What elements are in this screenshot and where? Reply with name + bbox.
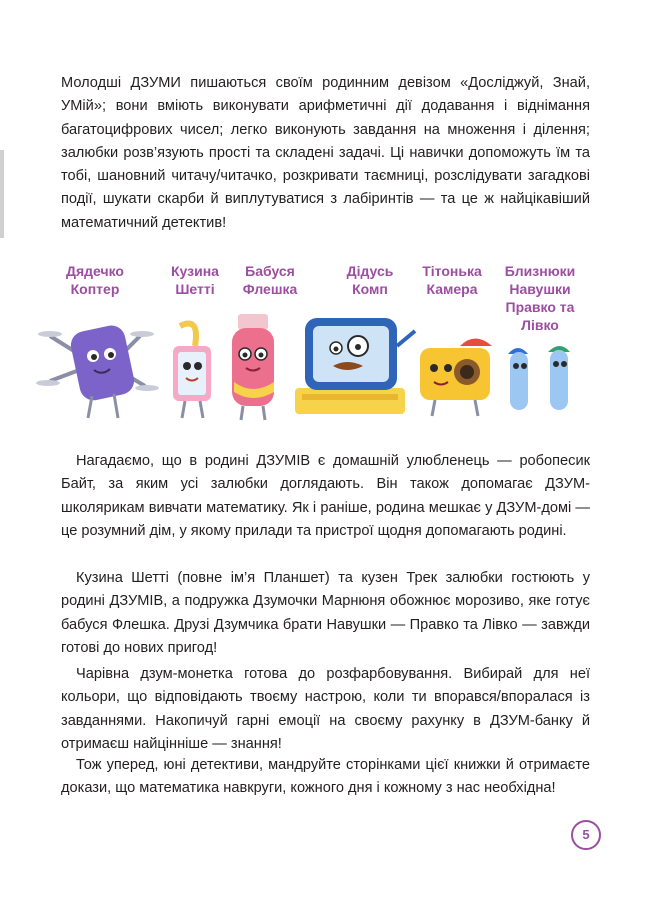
- intro-paragraph: Молодші ДЗУМИ пишаються своїм родинним девізом «Досліджуй, Знай, УМій»; вони вміють виконувати арифметичні дії додавання і віднімання багатоцифрових чисел; легко виконують завдання на множення і ділення; залюбки розв’язують прості та складені задачі. Ці навички допоможуть їм та тобі, шановний читачу/читачко, розкривати таємниці, розслідувати загадкові події, шукати скарби й виплутуватися з лабіринтів — та це ж найцікавіший математичний детектив!: [61, 75, 590, 231]
- copter-character: [36, 323, 159, 418]
- paragraph-detectives: Тож уперед, юні детективи, мандруйте сторінками цієї книжки й отримаєте докази, що математика навкруги, кожного дня і кожному з нас необхідна!: [61, 757, 590, 797]
- page-edge-strip: [0, 150, 4, 238]
- paragraph-pet: Нагадаємо, що в родині ДЗУМІВ є домашній улюбленець — робопесик Байт, за яким усі залюбки доглядають. Він також допомагає ДЗУМ-школярикам вивчати математику. Як і раніше, родина мешкає у ДЗУМ-домі — це розумний дім, у якому прилади та пристрої щодня допомагають родині.: [61, 453, 590, 539]
- page-number: 5: [571, 820, 601, 850]
- character-name-shetti: Кузина Шетті: [171, 263, 219, 297]
- character-name-komp: Дідусь Комп: [346, 263, 394, 297]
- camera-character: [420, 339, 492, 417]
- paragraph-coin: Чарівна дзум-монетка готова до розфарбовування. Вибирай для неї кольори, що відповідають твоєму настрою, коли ти впорався/впоралася із завданнями. Накопичуй гарні емоції на своєму рахунку в ДЗУМ-банку й отримаєш найцінніше — знання!: [61, 666, 590, 752]
- character-name-twins: Близнюки Навушки Правко та Лівко: [504, 263, 576, 333]
- characters-illustration: [30, 306, 600, 430]
- shetti-character: [173, 324, 211, 419]
- fleshka-character: [232, 314, 274, 420]
- character-name-camera: Тітонька Камера: [422, 263, 482, 297]
- character-name-copter: Дядечко Коптер: [66, 263, 124, 297]
- komp-character: [295, 318, 415, 414]
- twins-character: [508, 346, 570, 410]
- character-name-fleshka: Бабуся Флешка: [242, 263, 298, 297]
- paragraph-family: Кузина Шетті (повне ім’я Планшет) та кузен Трек залюбки гостюють у родині ДЗУМІВ, а подружка Дзумочки Марнюня обожнює морозиво, яке готує бабуся Флешка. Друзі Дзумчика брати Навушки — Правко та Лівко — завжди готові до нових пригод!: [61, 570, 590, 656]
